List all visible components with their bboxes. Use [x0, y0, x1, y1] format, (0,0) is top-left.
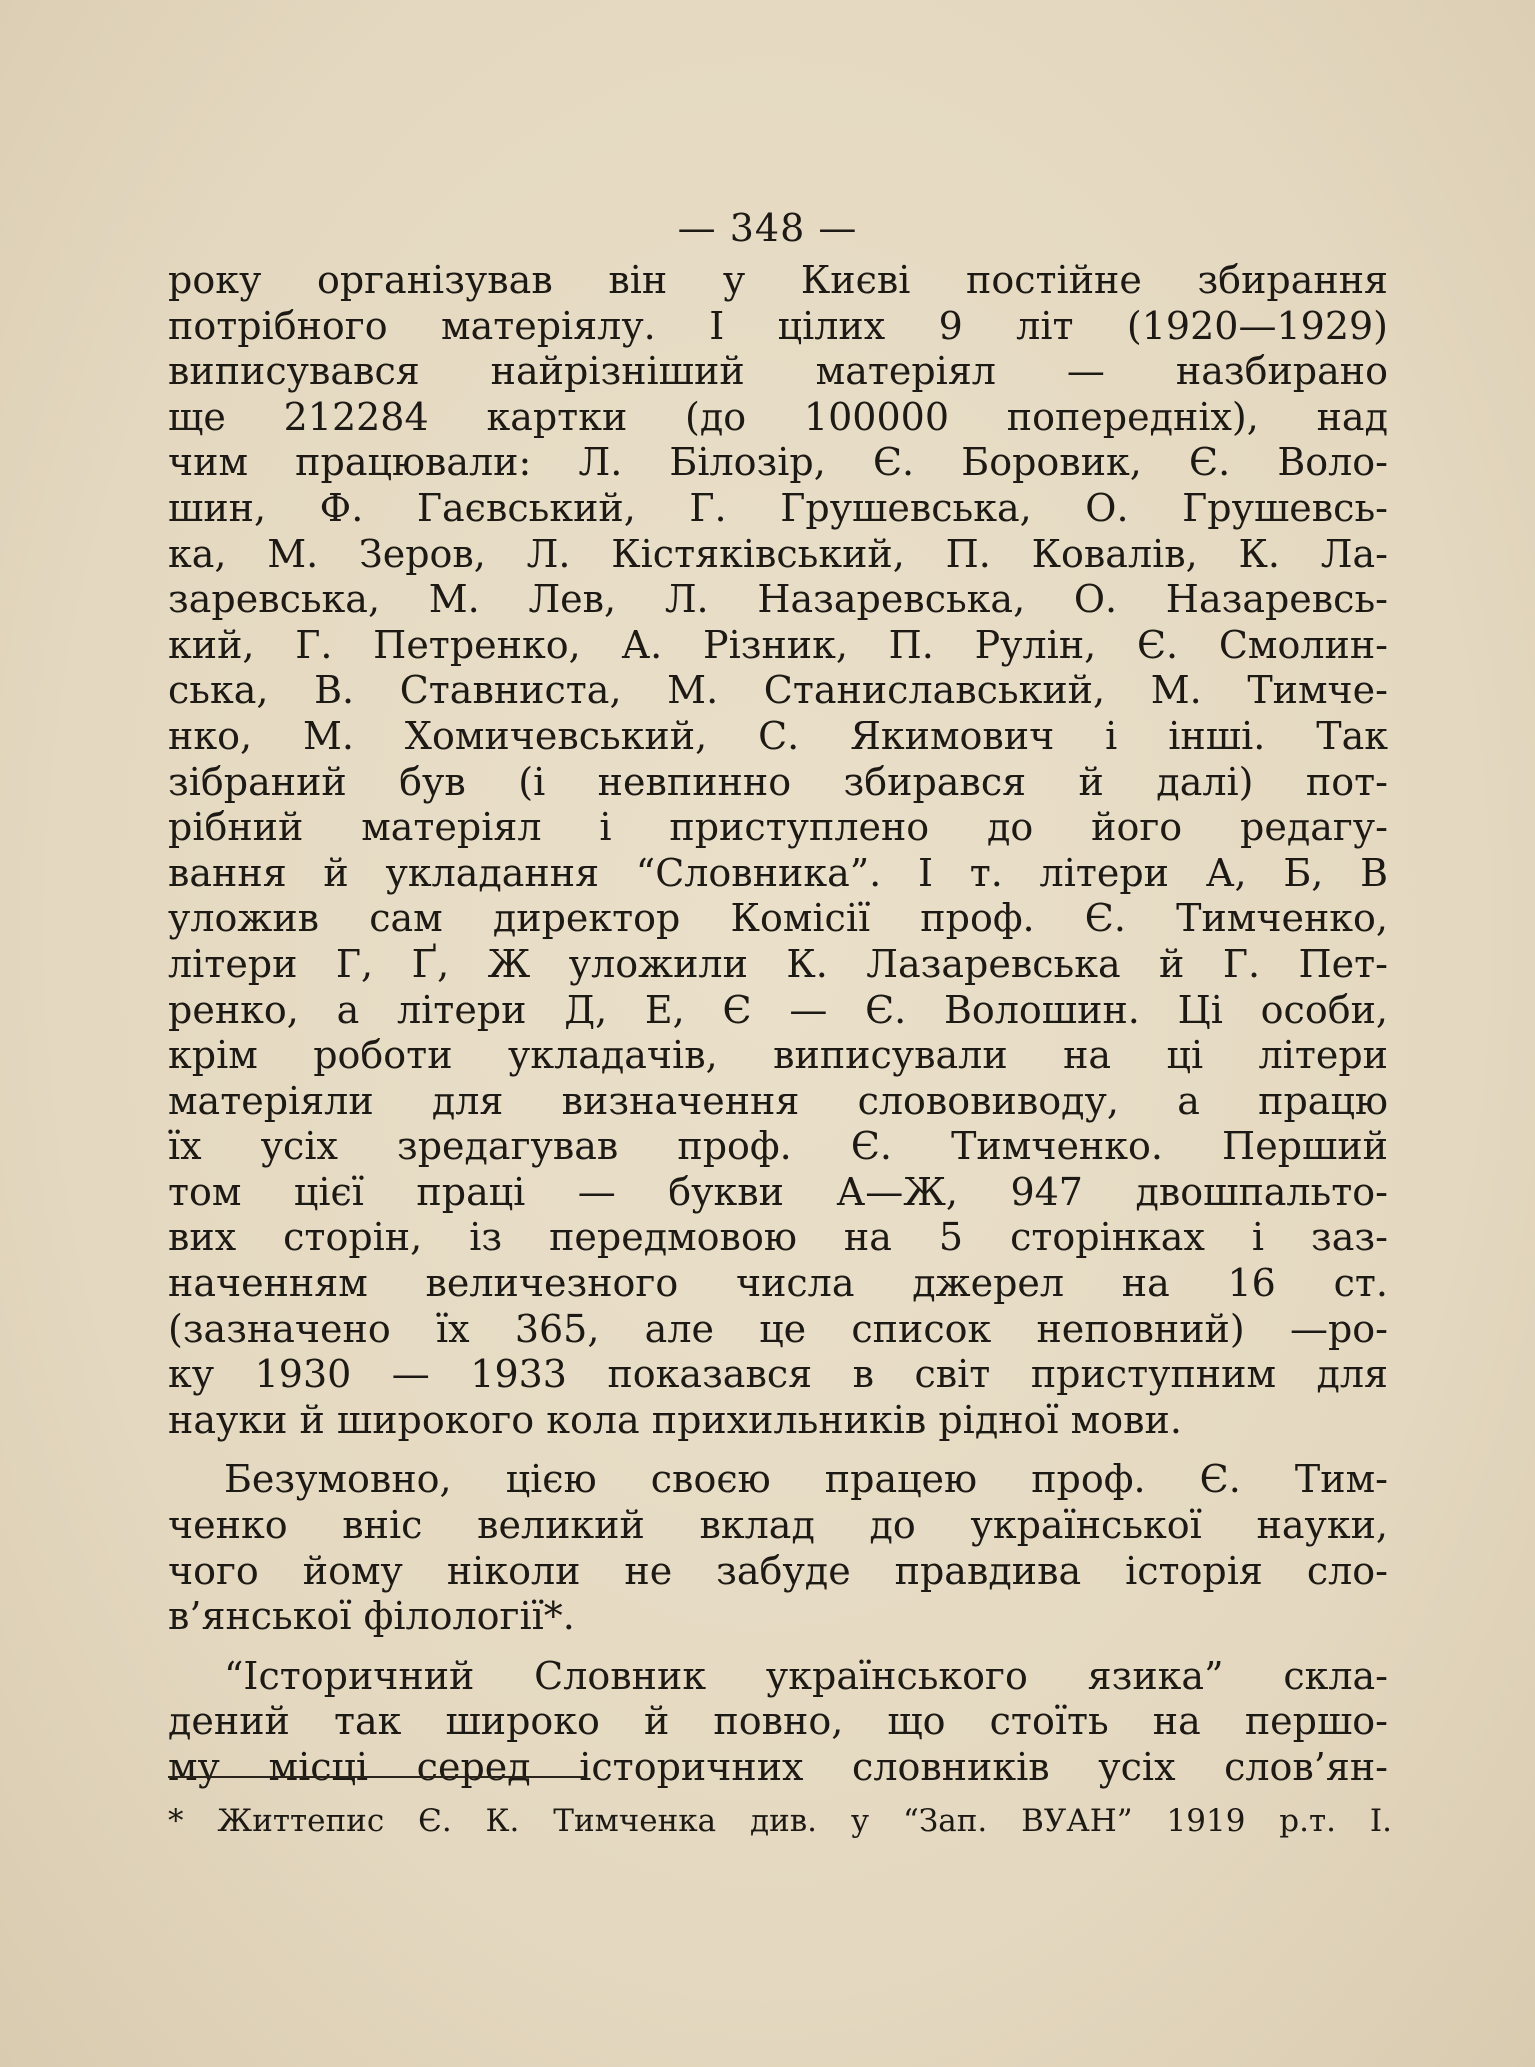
- text-line: наченням величезного числа джерел на 16 ст.: [168, 1261, 1388, 1306]
- text-line: кий, Г. Петренко, А. Різник, П. Рулін, Є. Смолин-: [168, 622, 1388, 667]
- text-line: рібний матеріял і приступлено до його редагу-: [168, 805, 1388, 850]
- text-line: нко, М. Хомичевський, С. Якимович і інші. Так: [168, 713, 1388, 758]
- paragraph-gap: [168, 1443, 1388, 1457]
- text-line: вання й укладання “Словника”. І т. літери А, Б, В: [168, 850, 1388, 895]
- text-line: виписувався найрізніший матеріял — назбирано: [168, 349, 1388, 394]
- text-line: (зазначено їх 365, але це список неповний) —ро-: [168, 1306, 1388, 1351]
- text-line: вих сторін, із передмовою на 5 сторінках і зaз-: [168, 1215, 1388, 1260]
- text-line: їх усіх зредагував проф. Є. Тимченко. Перший: [168, 1124, 1388, 1169]
- paragraph-gap: [168, 1640, 1388, 1654]
- text-line: чого йому ніколи не забуде правдива історія сло-: [168, 1548, 1388, 1593]
- paragraph-2: [168, 1457, 1388, 1639]
- text-line: ренко, а літери Д, Е, Є — Є. Волошин. Ці особи,: [168, 987, 1388, 1032]
- text-line: Безумовно, цією своєю працею проф. Є. Тим-: [224, 1457, 1388, 1502]
- text-line: матеріяли для визначення слововиводу, а працю: [168, 1078, 1388, 1123]
- page-number: — 348 —: [677, 206, 858, 250]
- text-line: літери Г, Ґ, Ж уложили К. Лазаревська й Г. Пет-: [168, 941, 1388, 986]
- text-line: дений так широко й повно, що стоїть на першо-: [168, 1699, 1388, 1744]
- text-line: ку 1930 — 1933 показався в світ приступним для: [168, 1352, 1388, 1397]
- text-line: шин, Ф. Гаєвський, Г. Грушевська, О. Грушевсь-: [168, 485, 1388, 530]
- body-text: [168, 258, 1388, 1791]
- text-line: крім роботи укладачів, виписували на ці літери: [168, 1033, 1388, 1078]
- footnote: * Життепис Є. К. Тимченка див. у “Зап. ВУАН” 1919 р.т. І.: [168, 1803, 1392, 1839]
- footnote-divider: [168, 1776, 586, 1778]
- text-line: потрібного матеріялу. І цілих 9 літ (1920—1929): [168, 303, 1388, 348]
- text-line: заревська, М. Лев, Л. Назаревська, О. Назаревсь-: [168, 577, 1388, 622]
- text-line: науки й широкого кола прихильників рідної мови.: [168, 1397, 1182, 1442]
- paragraph-3: [168, 1654, 1388, 1791]
- text-line: ська, В. Ставниста, М. Станиславський, М. Тимче-: [168, 668, 1388, 713]
- text-line: ще 212284 картки (до 100000 попередніх), над: [168, 394, 1388, 439]
- paragraph-1: [168, 258, 1388, 1443]
- text-line: “Історичний Словник українського язика” скла-: [224, 1653, 1388, 1698]
- text-line: року організував він у Києві постійне збирання: [168, 258, 1388, 302]
- text-line: том цієї праці — букви А—Ж, 947 двошпальто-: [168, 1169, 1388, 1214]
- text-line: ченко вніс великий вклад до української науки,: [168, 1503, 1388, 1548]
- text-line: му місці серед історичних словників усіх слов’ян-: [168, 1745, 1388, 1789]
- text-line: в’янської філології*.: [168, 1594, 575, 1639]
- text-line: ка, М. Зеров, Л. Кістяківський, П. Ковалів, К. Ла-: [168, 531, 1388, 576]
- text-line: чим працювали: Л. Білозір, Є. Боровик, Є. Воло-: [168, 440, 1388, 485]
- text-line: уложив сам директор Комісії проф. Є. Тимченко,: [168, 896, 1388, 941]
- text-line: зібраний був (і невпинно збирався й далі) пот-: [168, 759, 1388, 804]
